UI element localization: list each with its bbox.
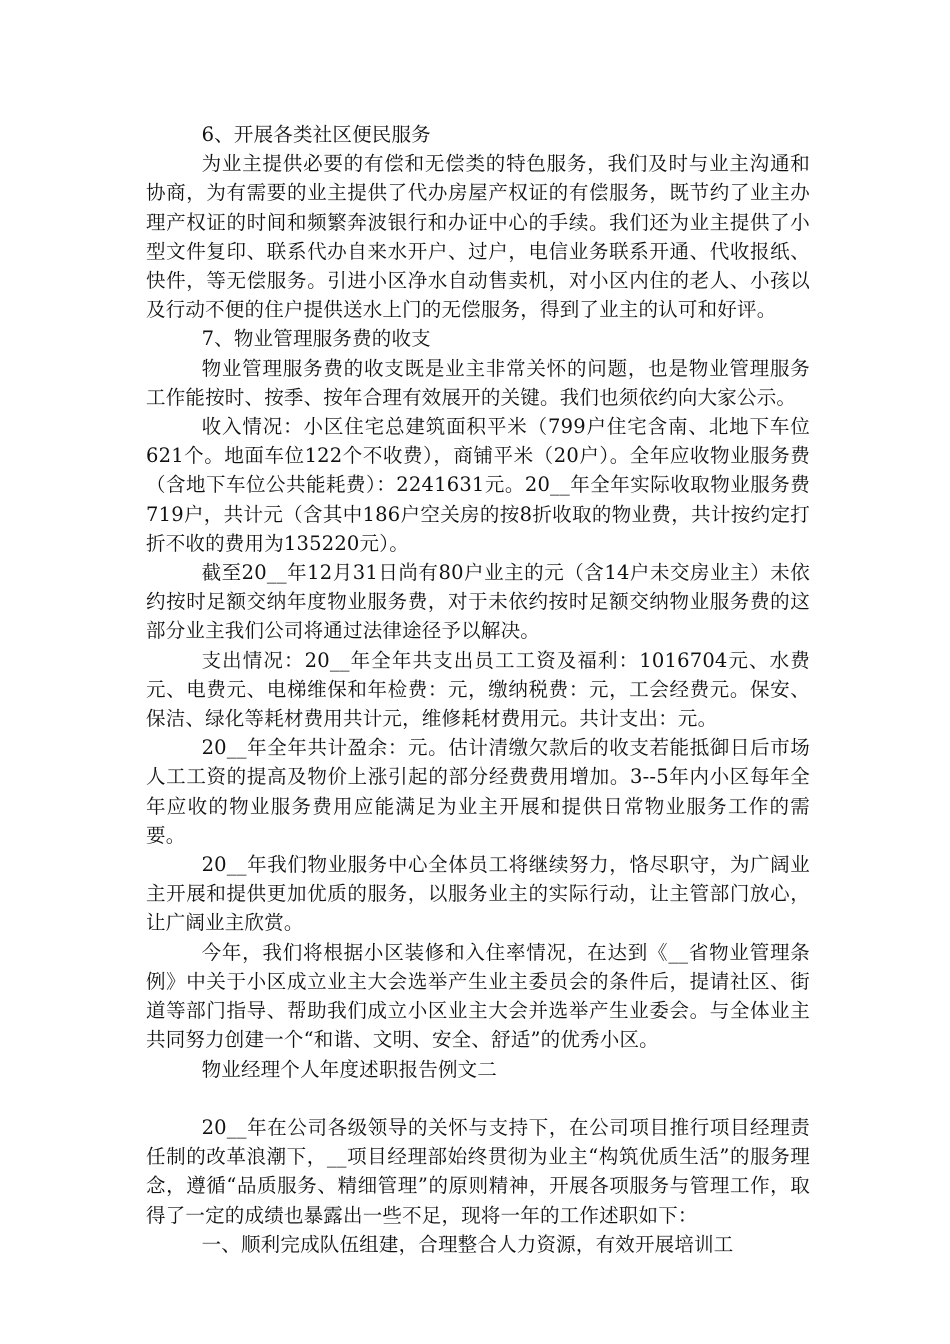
paragraph-commitment: 20__年我们物业服务中心全体员工将继续努力，恪尽职守，为广阔业主开展和提供更加优质的服务，以服务业主的实际行动，让主管部门放心，让广阔业主欣赏。 <box>146 853 810 935</box>
section-heading-7: 7、物业管理服务费的收支 <box>201 327 431 351</box>
document-page <box>146 120 810 1259</box>
paragraph-expenses: 支出情况：20__年全年共支出员工工资及福利：1016704元、水费元、电费元、电梯维保和年检费：元，缴纳税费：元，工会经费元。保安、保洁、绿化等耗材费用共计元，维修耗材费用元。共计支出：元。 <box>146 648 810 731</box>
paragraph-section-one: 一、顺利完成队伍组建，合理整合人力资源，有效开展培训工 <box>201 1232 734 1256</box>
paragraph-convenience-services: 为业主提供必要的有偿和无偿类的特色服务，我们及时与业主沟通和协商，为有需要的业主提供了代办房屋产权证的有偿服务，既节约了业主办理产权证的时间和频繁奔波银行和办证中心的手续。我们还为业主提供了小型文件复印、联系代办自来水开户、过户，电信业务联系开通、代收报纸、快件，等无偿服务。引进小区净水自动售卖机，对小区内住的老人、小孩以及行动不便的住户提供送水上门的无偿服务，得到了业主的认可和好评。 <box>146 152 810 322</box>
paragraph-surplus: 20__年全年共计盈余：元。估计清缴欠款后的收支若能抵御日后市场人工工资的提高及物价上涨引起的部分经费费用增加。3--5年内小区每年全年应收的物业服务费用应能满足为业主开展和提供日常物业服务工作的需要。 <box>146 736 810 847</box>
paragraph-report-intro: 20__年在公司各级领导的关怀与支持下，在公司项目推行项目经理责任制的改革浪潮下，__项目经理部始终贯彻为业主“构筑优质生活”的服务理念，遵循“品质服务、精细管理”的原则精神，开展各项服务与管理工作，取得了一定的成绩也暴露出一些不足，现将一年的工作述职如下： <box>146 1115 810 1227</box>
paragraph-fee-intro: 物业管理服务费的收支既是业主非常关怀的问题，也是物业管理服务工作能按时、按季、按年合理有效展开的关键。我们也须依约向大家公示。 <box>146 356 810 409</box>
paragraph-plan: 今年，我们将根据小区装修和入住率情况，在达到《__省物业管理条例》中关于小区成立业主大会选举产生业主委员会的条件后，提请社区、街道等部门指导、帮助我们成立小区业主大会并选举产生业委会。与全体业主共同努力创建一个“和谐、文明、安全、舒适”的优秀小区。 <box>146 940 810 1052</box>
section-heading-6: 6、开展各类社区便民服务 <box>201 123 431 146</box>
blank-line <box>146 1084 810 1113</box>
paragraph-arrears: 截至20__年12月31日尚有80户业主的元（含14户未交房业主）未依约按时足额交纳年度物业服务费，对于未依约按时足额交纳物业服务费的这部分业主我们公司将通过法律途径予以解决。 <box>146 561 810 643</box>
paragraph-income: 收入情况：小区住宅总建筑面积平米（799户住宅含南、北地下车位621个。地面车位122个不收费），商铺平米（20户）。全年应收物业服务费（含地下车位公共能耗费）：2241631元。20__年全年实际收取物业服务费719户，共计元（含其中186户空关房的按8折收取的物业费，共计按约定打折不收的费用为135220元）。 <box>146 415 810 555</box>
example-two-title: 物业经理个人年度述职报告例文二 <box>201 1057 498 1081</box>
